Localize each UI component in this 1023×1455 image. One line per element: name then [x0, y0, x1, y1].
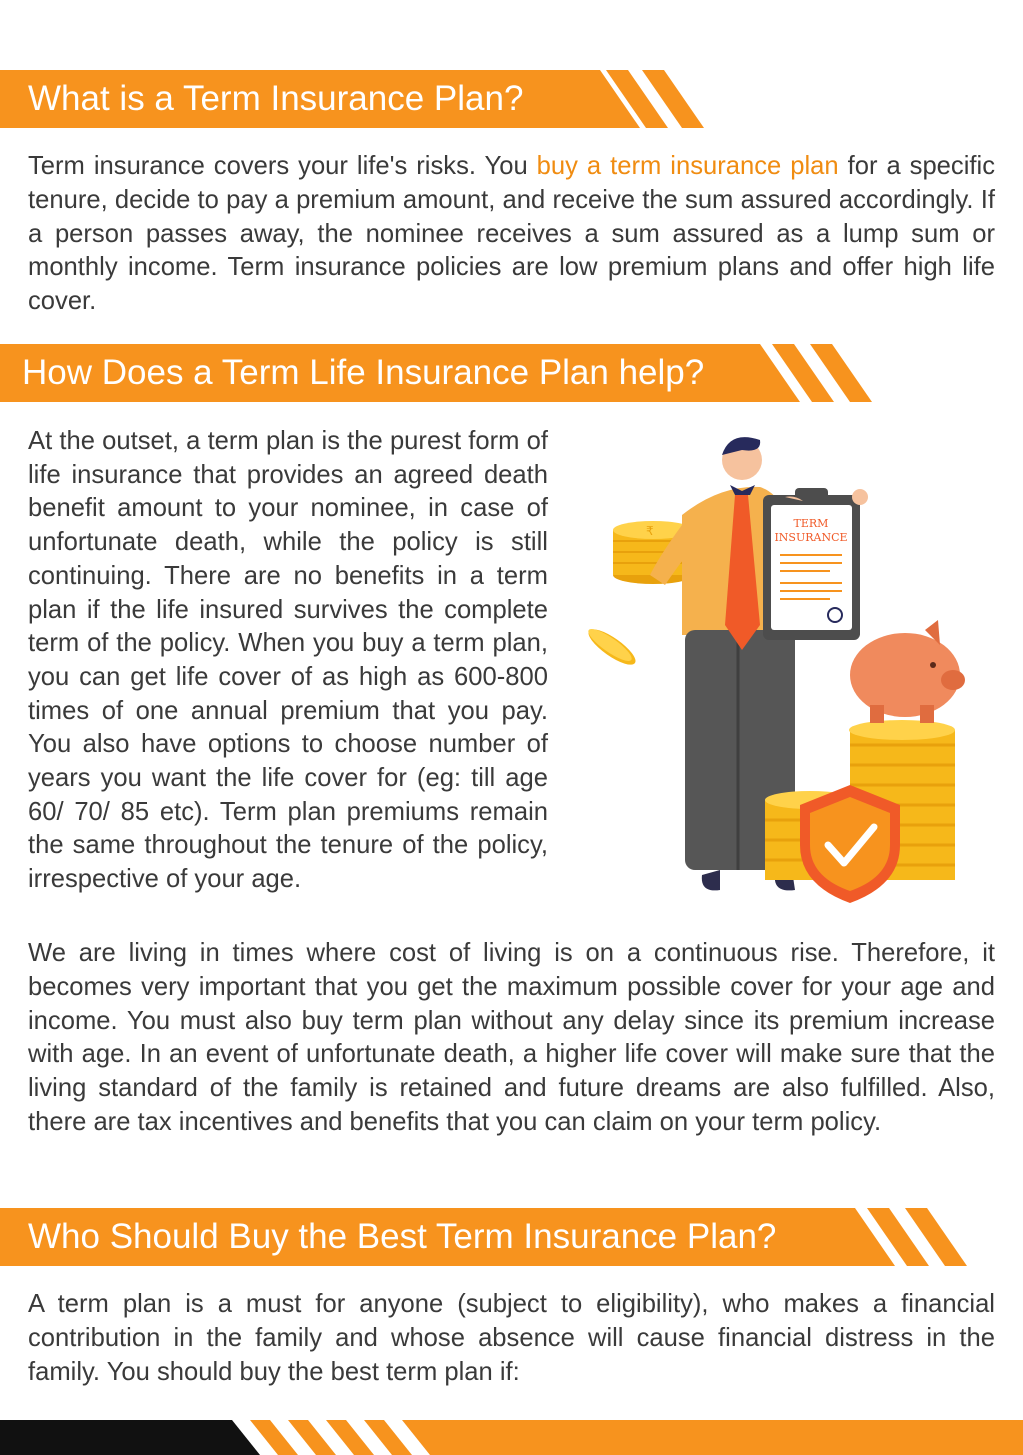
buy-term-plan-link[interactable]: buy a term insurance plan [536, 152, 839, 180]
paragraph-text: for a specific tenure, decide to pay a premium amount, and receive the sum assured accordingly. If a person passes away, the nominee receives a sum assured as a lump sum or monthly income. Term insurance policies are low premium plans and offer high life cover. [28, 152, 995, 316]
section-banner-what-is [0, 70, 710, 128]
section-paragraph: A term plan is a must for anyone (subject to eligibility), who makes a financial contribution in the family and whose absence will cause financial distress in the family. You should buy the best term plan if: [28, 1290, 995, 1386]
section-heading: How Does a Term Life Insurance Plan help? [22, 353, 705, 392]
term-insurance-illustration [570, 425, 990, 915]
section-banner-how-does [0, 344, 880, 402]
piggy-bank-icon [850, 620, 965, 723]
clipboard [763, 488, 868, 640]
section-paragraph: We are living in times where cost of living is on a continuous rise. Therefore, it becomes very important that you get the maximum possible cover for your age and income. You must also buy term plan without any delay since its premium increase with age. In an event of unfortunate death, a higher life cover will make sure that the living standard of the family is retained and future dreams are also fulfilled. Also, there are tax incentives and benefits that you can claim on your term policy. [28, 939, 995, 1136]
section-column-paragraph: At the outset, a term plan is the purest form of life insurance that provides an agreed death benefit amount to your nominee, in case of unfortunate death, while the policy is still continuing. There are no benefits in a term plan if the life insured survives the complete term of the policy. When you buy a term plan, you can get life cover of as high as 600-800 times of one annual premium that you pay. You also have options to choose number of years you want the life cover for (eg: till age 60/ 70/ 85 etc). Term plan premiums remain the same throughout the tenure of the policy, irrespective of your age. [28, 427, 548, 894]
clipboard-title: INSURANCE [774, 531, 848, 544]
clipboard-title: TERM [793, 517, 829, 530]
rupee-symbol: ₹ [646, 524, 654, 538]
footer-stripe [0, 1420, 1023, 1455]
section-heading: What is a Term Insurance Plan? [28, 79, 524, 118]
falling-coin [584, 624, 640, 671]
shield-check-icon [800, 785, 900, 903]
section-banner-who-should-buy [0, 1208, 990, 1266]
paragraph-text: Term insurance covers your life's risks. You [28, 152, 537, 180]
section-paragraph [28, 150, 995, 319]
section-heading: Who Should Buy the Best Term Insurance Plan? [28, 1217, 777, 1256]
